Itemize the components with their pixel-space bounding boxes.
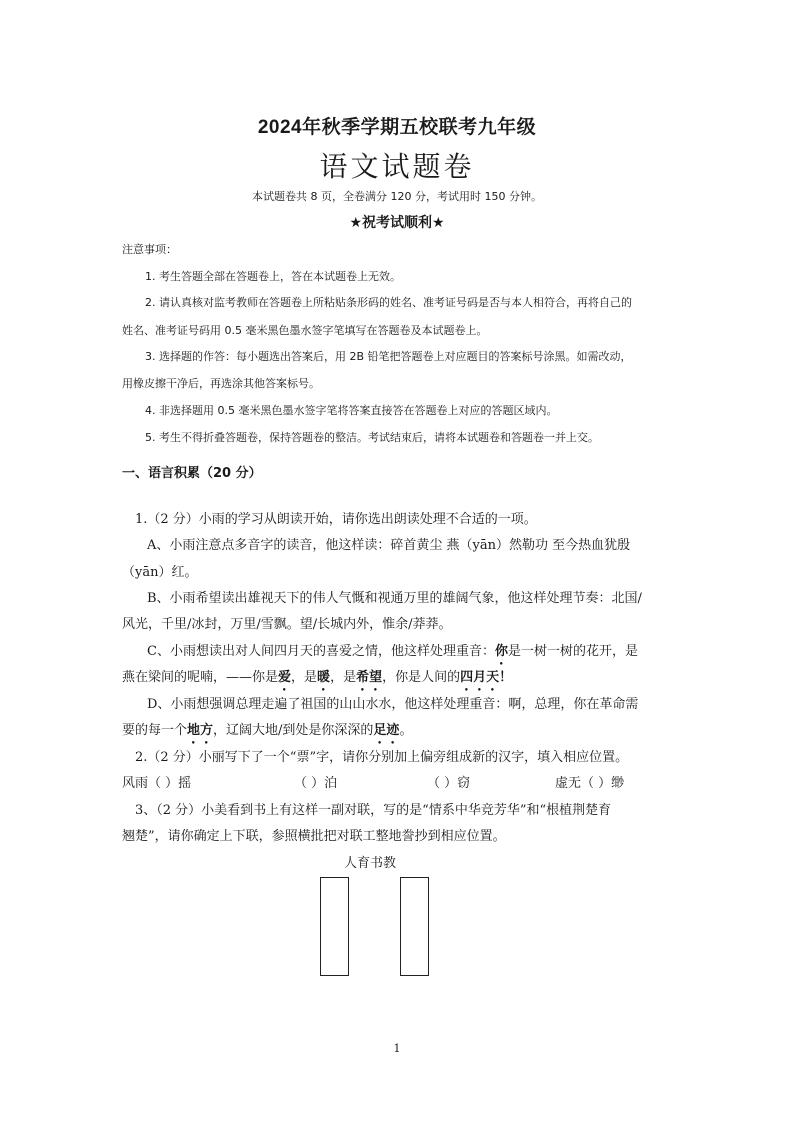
question-1-option-b: B、小雨希望读出雄视天下的伟人气慨和视通万里的雄阔气象，他这样处理节奏：北国/: [147, 591, 642, 606]
note-item-continued: 姓名、准考证号码用 0.5 毫米黑色墨水签字笔填写在答题卷及本试题卷上。: [122, 324, 488, 337]
question-1-option-d: D、小雨想强调总理走遍了祖国的山山水水，他这样处理重音：啊，总理，你在革命需: [147, 697, 639, 712]
couplet-upper-line-box: [320, 877, 349, 976]
question-2-blank: 风雨（ ）摇: [122, 776, 192, 791]
page-number: 1: [393, 1042, 401, 1055]
question-1-stem: 1.（2 分）小雨的学习从朗读开始，请你选出朗读处理不合适的一项。: [135, 512, 537, 527]
note-item: 5. 考生不得折叠答题卷，保持答题卷的整洁。考试结束后，请将本试题卷和答题卷一并上交。: [145, 431, 599, 444]
stressed-word: 希望: [356, 670, 383, 685]
question-3-stem: 3、（2 分）小美看到书上有这样一副对联，写的是“情系中华竞芳华”和“根植荆楚育: [135, 803, 612, 818]
exam-info: 本试题卷共 8 页，全卷满分 120 分，考试用时 150 分钟。: [252, 190, 542, 203]
question-2-blank: （ ）窃: [427, 776, 471, 791]
stressed-word: 暖: [317, 670, 331, 685]
section-heading: 一、语言积累（20 分）: [122, 466, 262, 481]
stressed-word: 爱: [278, 670, 292, 685]
stressed-word: 地方: [187, 723, 214, 738]
couplet-horizontal-scroll: 人育书教: [344, 856, 397, 871]
note-item: 1. 考生答题全部在答题卷上，答在本试题卷上无效。: [145, 270, 401, 283]
stressed-word: 足迹: [373, 723, 400, 738]
note-item: 3. 选择题的作答：每小题选出答案后，用 2B 铅笔把答题卷上对应题目的答案标号涂黑。如需改动，: [145, 350, 632, 363]
question-2-stem: 2.（2 分）小丽写下了一个“票”字，请你分别加上偏旁组成新的汉字，填入相应位置。: [135, 750, 629, 765]
question-2-blank: 虚无（ ）缈: [555, 776, 625, 791]
question-1-option-a-cont: （yān）红。: [122, 565, 198, 580]
stressed-word: 四月天: [460, 670, 500, 685]
question-1-option-a: A、小雨注意点多音字的读音，他这样读：碎首黄尘 燕（yān）然勒功 至今热血犹殷: [147, 538, 631, 553]
question-2-blank: （ ）泊: [294, 776, 338, 791]
stressed-word: 你: [494, 644, 508, 659]
question-1-option-c-cont: 燕在梁间的呢喃，——你是爱，是暖，是希望，你是人间的四月天！: [122, 670, 513, 685]
note-item: 2. 请认真核对监考教师在答题卷上所粘贴条形码的姓名、准考证号码是否与本人相符合，再将自己的: [145, 296, 632, 309]
couplet-lower-line-box: [400, 877, 429, 976]
question-1-option-b-cont: 风光，千里/冰封，万里/雪飘。望/长城内外，惟余/莽莽。: [122, 617, 452, 632]
note-item-continued: 用橡皮擦干净后，再选涂其他答案标号。: [122, 377, 320, 390]
note-item: 4. 非选择题用 0.5 毫米黑色墨水签字笔将答案直接答在答题卷上对应的答题区域内。: [145, 404, 558, 417]
question-1-option-c: C、小雨想读出对人间四月天的喜爱之情，他这样处理重音：你是一树一树的花开，是: [147, 644, 638, 659]
exam-title-line1: 2024年秋季学期五校联考九年级: [257, 117, 537, 138]
notes-heading: 注意事项：: [122, 243, 177, 256]
good-luck-banner: ★祝考试顺利★: [349, 215, 445, 231]
exam-title-subject: 语文试题卷: [319, 150, 475, 183]
question-3-stem-cont: 翘楚”，请你确定上下联，参照横批把对联工整地誊抄到相应位置。: [122, 829, 506, 844]
question-1-option-d-cont: 要的每一个地方，辽阔大地/到处是你深深的足迹。: [122, 723, 413, 738]
